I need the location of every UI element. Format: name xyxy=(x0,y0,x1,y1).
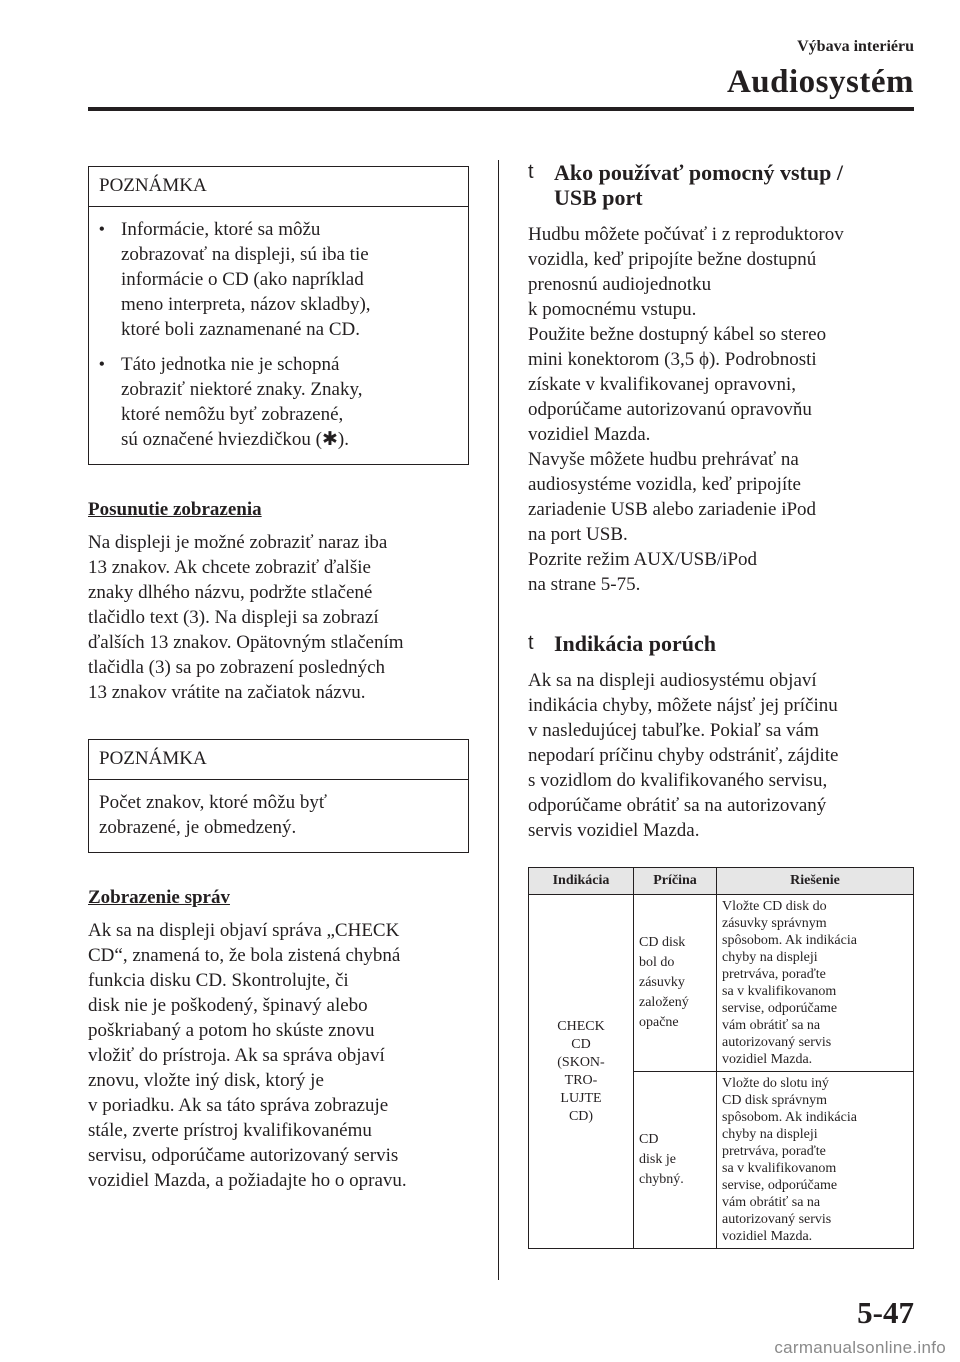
bullet-text: Táto jednotka nie je schopná zobraziť niektoré znaky. Znaky, ktoré nemôžu byť zobrazené, sú označené hviezdičkou (✱). xyxy=(121,354,363,450)
cause-cell: CD disk bol do zásuvky založený opačne xyxy=(634,895,717,1072)
column-divider xyxy=(498,160,499,1280)
right-column xyxy=(528,160,914,1249)
fault-table xyxy=(528,867,914,1249)
section-heading-text: Indikácia porúch xyxy=(554,631,716,656)
indication-cell: CHECK CD (SKON- TRO- LUJTE CD) xyxy=(529,895,634,1249)
paragraph-messages: Ak sa na displeji objaví správa „CHECK CD“, znamená to, že bola zistená chybná funkcia disku CD. Skontrolujte, či disk nie je poškodený, špinavý alebo poškriabaný a potom ho skúste znovu vložiť do prístroja. Ak sa správa objaví znovu, vložte iný disk, ktorý je v poriadku. Ak sa táto správa zobrazuje stále, zverte prístroj kvalifikovanému servisu, odporúčame autorizovaný servis vozidiel Mazda, a požiadajte ho o opravu. xyxy=(88,920,407,1191)
subheading-messages: Zobrazenie správ xyxy=(88,887,230,908)
section-heading-faults xyxy=(528,631,914,656)
section-heading-text: Ako používať pomocný vstup / USB port xyxy=(554,160,843,210)
table-row xyxy=(529,895,914,1072)
note-heading: POZNÁMKA xyxy=(89,167,468,207)
cause-cell: CD disk je chybný. xyxy=(634,1072,717,1249)
paragraph-scroll: Na displeji je možné zobraziť naraz iba 13 znakov. Ak chcete zobraziť ďalšie znaky dlhého názvu, podržte stlačené tlačidlo text (3). Na displeji sa zobrazí ďalších 13 znakov. Opätovným stlačením tlačidla (3) sa po zobrazení posledných 13 znakov vrátite na začiatok názvu. xyxy=(88,532,404,703)
bullet-text: Informácie, ktoré sa môžu zobrazovať na displeji, sú iba tie informácie o CD (ako napríklad meno interpreta, názov skladby), ktoré boli zaznamenané na CD. xyxy=(121,219,371,340)
note-bullet xyxy=(99,352,458,452)
page-number: 5-47 xyxy=(857,1295,914,1330)
paragraph-aux: Hudbu môžete počúvať i z reproduktorov vozidla, keď pripojíte bežne dostupnú prenosnú audiojednotku k pomocnému vstupu. Použite bežne dostupný kábel so stereo mini konektorom (3,5 ϕ). Podrobnosti získate v kvalifikovanej opravovni, odporúčame autorizovanú opravovňu vozidiel Mazda. Navyše môžete hudbu prehrávať na audiosystéme vozidla, keď pripojíte zariadenie USB alebo zariadenie iPod na port USB. Pozrite režim AUX/USB/iPod na strane 5-75. xyxy=(528,224,844,595)
header-rule xyxy=(88,107,914,111)
section-marker-icon: t xyxy=(528,632,534,654)
left-column xyxy=(88,166,469,1227)
note-bullet xyxy=(99,217,458,342)
section-marker-icon: t xyxy=(528,161,534,183)
section-title: Výbava interiéru xyxy=(797,38,914,55)
solution-cell: Vložte do slotu iný CD disk správnym spôsobom. Ak indikácia chyby na displeji pretrváva, poraďte sa v kvalifikovanom servise, odporúčame vám obrátiť sa na autorizovaný servis vozidiel Mazda. xyxy=(717,1072,914,1249)
note-body xyxy=(89,207,468,464)
section-heading-aux xyxy=(528,160,914,210)
column-header: Indikácia xyxy=(529,868,634,895)
page-title: Audiosystém xyxy=(726,64,914,100)
column-header: Riešenie xyxy=(717,868,914,895)
bullet-icon: • xyxy=(99,221,105,238)
subheading-scroll: Posunutie zobrazenia xyxy=(88,499,262,520)
table-header-row xyxy=(529,868,914,895)
note-box-characters xyxy=(88,166,469,465)
watermark: carmanualsonline.info xyxy=(774,1338,946,1357)
note-heading: POZNÁMKA xyxy=(89,740,468,780)
bullet-icon: • xyxy=(99,356,105,373)
column-header: Príčina xyxy=(634,868,717,895)
paragraph-faults: Ak sa na displeji audiosystému objaví indikácia chyby, môžete nájsť jej príčinu v nasledujúcej tabuľke. Pokiaľ sa vám nepodarí príčinu chyby odstrániť, zájdite s vozidlom do kvalifikovaného servisu, odporúčame obrátiť sa na autorizovaný servis vozidiel Mazda. xyxy=(528,670,839,841)
solution-cell: Vložte CD disk do zásuvky správnym spôsobom. Ak indikácia chyby na displeji pretrváva, poraďte sa v kvalifikovanom servise, odporúčame vám obrátiť sa na autorizovaný servis vozidiel Mazda. xyxy=(717,895,914,1072)
note-text: Počet znakov, ktoré môžu byť zobrazené, je obmedzený. xyxy=(99,792,327,838)
note-box-limit xyxy=(88,739,469,853)
